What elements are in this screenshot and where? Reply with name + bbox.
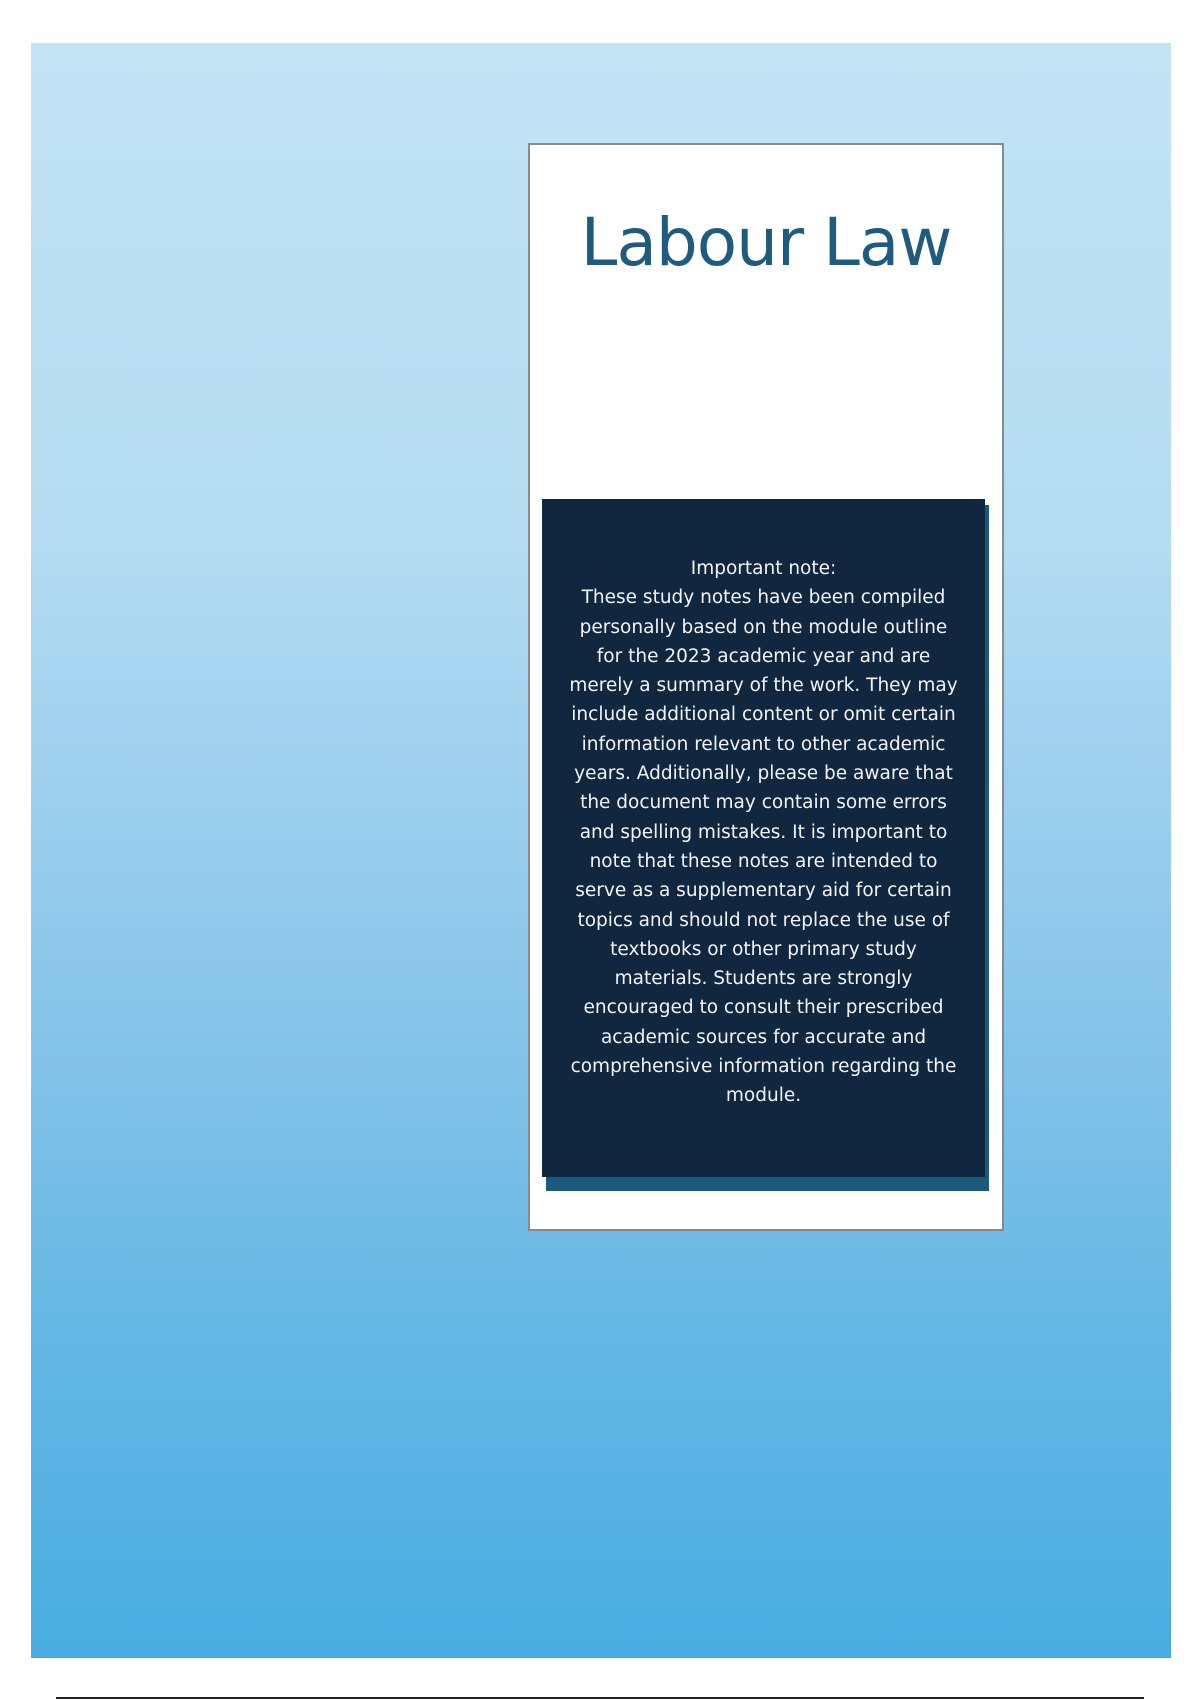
- note-body: These study notes have been compiled personally based on the module outline for the 2023 academic year and are merely a summary of the work. They may include additional content or omit certain information relevant to other academic years. Additionally, please be aware that the document may contain some errors and spelling mistakes. It is important to note that these notes are intended to serve as a supplementary aid for certain topics and should not replace the use of textbooks or other primary study materials. Students are strongly encouraged to consult their prescribed academic sources for accurate and comprehensive information regarding the module.: [569, 587, 958, 1107]
- footer-divider: [56, 1697, 1144, 1699]
- document-title: Labour Law: [580, 204, 952, 281]
- note-heading: Important note:: [690, 558, 837, 579]
- important-note-box: [542, 499, 985, 1177]
